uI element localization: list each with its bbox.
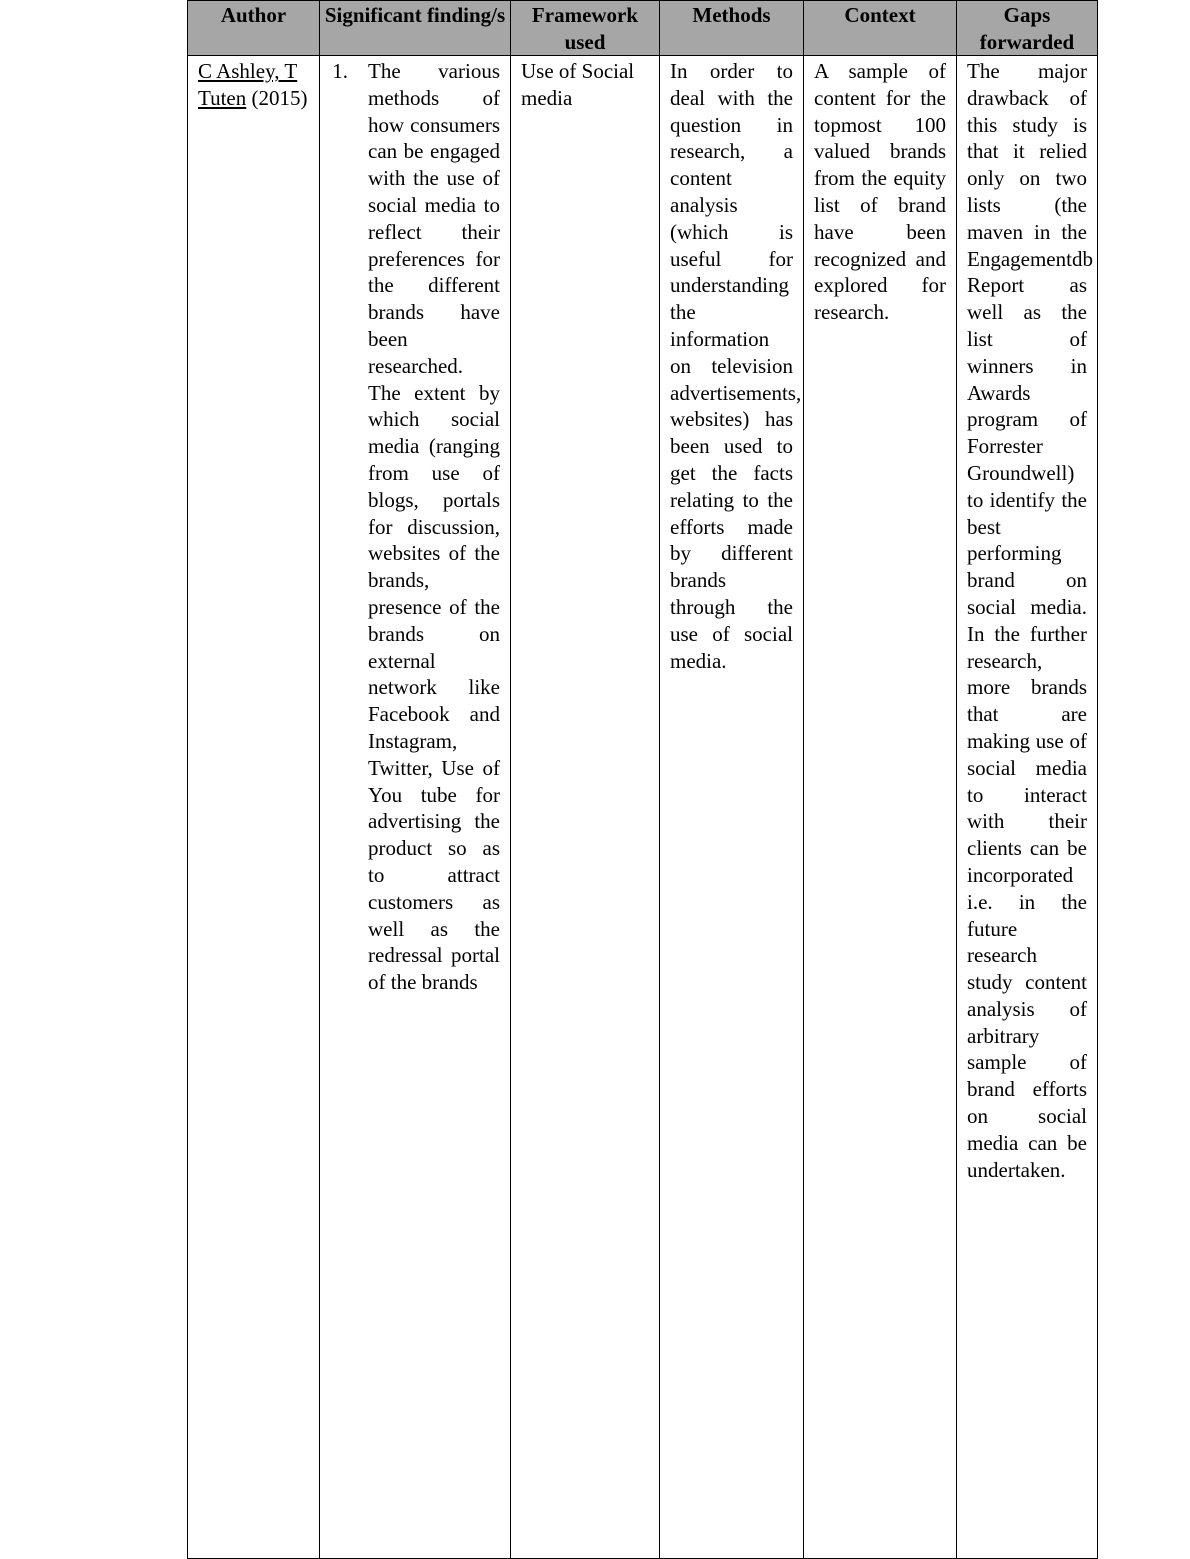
finding-text: The various methods of how consumers can be engaged with the use of social media to reflect their preferences for the different brands have been researched. The extent by which social media (ranging from use of blogs, portals for discussion, websites of the brands, presence of the brands on external network like Facebook and Instagram, Twitter, Use of You tube for advertising the product so as to attract customers as well as the redressal portal of the brands xyxy=(368,59,500,995)
header-author: Author xyxy=(188,1,320,56)
header-row xyxy=(188,1,1098,56)
literature-review-table xyxy=(187,0,1098,1559)
cell-framework: Use of Social media xyxy=(511,56,660,1559)
cell-author xyxy=(188,56,320,1559)
header-context: Context xyxy=(804,1,957,56)
header-methods: Methods xyxy=(660,1,804,56)
header-significant-findings: Significant finding/s xyxy=(320,1,511,56)
cell-context: A sample of content for the topmost 100 valued brands from the equity list of brand have been recognized and explored for research. xyxy=(804,56,957,1559)
cell-finding xyxy=(320,56,511,1559)
list-item xyxy=(320,58,500,996)
finding-number: 1. xyxy=(332,59,348,83)
author-year: (2015) xyxy=(246,85,308,110)
findings-list xyxy=(320,58,500,996)
cell-gaps: The major drawback of this study is that it relied only on two lists (the maven in the Engagementdb Report as well as the list of winners in Awards program of Forrester Groundwell) to identify the best performing brand on social media. In the further research, more brands that are making use of social media to interact with their clients can be incorporated i.e. in the future research study content analysis of arbitrary sample of brand efforts on social media can be undertaken. xyxy=(957,56,1098,1559)
author-link[interactable]: C Ashley, T Tuten xyxy=(198,59,298,110)
cell-methods: In order to deal with the question in research, a content analysis (which is useful for understanding the information on television advertisements, websites) has been used to get the facts relating to the efforts made by different brands through the use of social media. xyxy=(660,56,804,1559)
header-gaps-forwarded: Gaps forwarded xyxy=(957,1,1098,56)
table-row xyxy=(188,56,1098,1559)
header-framework-used: Framework used xyxy=(511,1,660,56)
